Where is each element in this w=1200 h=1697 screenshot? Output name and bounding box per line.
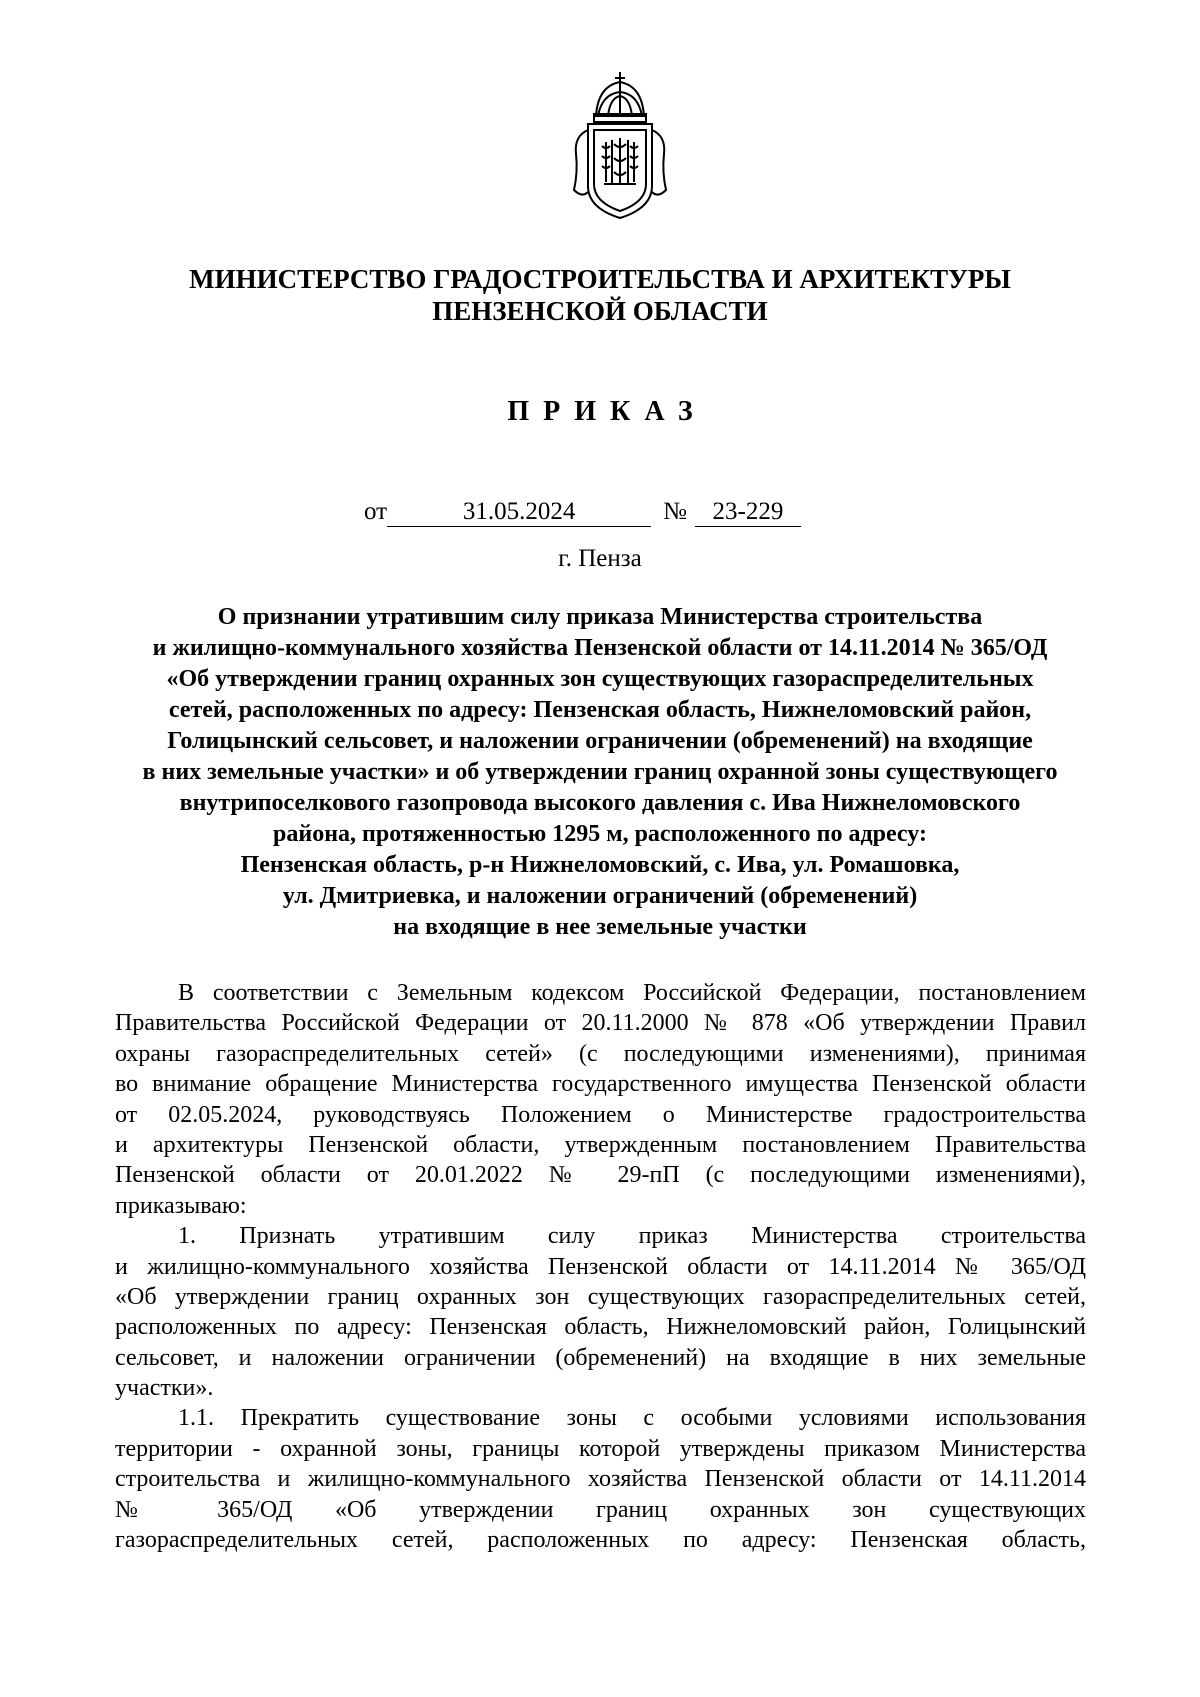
- body-line: № 365/ОД «Об утверждении границ охранных зон существующих: [115, 1496, 1086, 1523]
- heading-line: О признании утратившим силу приказа Министерства строительства: [217, 604, 983, 630]
- heading-line: «Об утверждении границ охранных зон существующих газораспределительных: [166, 666, 1034, 692]
- body-line: во внимание обращение Министерства государственного имущества Пензенской области: [115, 1071, 1086, 1098]
- body-line: В соответствии с Земельным кодексом Российской Федерации, постановлением: [178, 980, 1086, 1006]
- order-dateline: [364, 498, 801, 532]
- order-number: 23-229: [695, 498, 801, 527]
- document-type-title: ПРИКАЗ: [507, 396, 707, 427]
- heading-line: ул. Дмитриевка, и наложении ограничений (обременений): [282, 883, 918, 909]
- heading-line: района, протяженностью 1295 м, расположенного по адресу:: [273, 821, 927, 847]
- body-line: 1.1. Прекратить существование зоны с особыми условиями использования: [178, 1405, 1086, 1432]
- coat-of-arms-emblem: [568, 72, 672, 222]
- heading-line: на входящие в нее земельные участки: [393, 914, 807, 940]
- ministry-name: [100, 263, 1100, 327]
- heading-line: внутрипоселкового газопровода высокого давления с. Ива Нижнеломовского: [179, 790, 1021, 816]
- order-date: 31.05.2024: [387, 498, 651, 527]
- body-line: сельсовет, и наложении ограничении (обременений) на входящие в них земельные: [115, 1344, 1086, 1371]
- body-line: охраны газораспределительных сетей» (с последующими изменениями), принимая: [115, 1040, 1086, 1067]
- heading-line: сетей, расположенных по адресу: Пензенская область, Нижнеломовский район,: [168, 697, 1032, 723]
- body-line: газораспределительных сетей, расположенных по адресу: Пензенская область,: [115, 1527, 1086, 1554]
- order-body-text: [115, 978, 1086, 1555]
- order-heading: [110, 602, 1090, 943]
- ministry-name-line2: ПЕНЗЕНСКОЙ ОБЛАСТИ: [432, 296, 768, 326]
- body-line: от 02.05.2024, руководствуясь Положением о Министерстве градостроительства: [115, 1101, 1086, 1128]
- ministry-name-line1: МИНИСТЕРСТВО ГРАДОСТРОИТЕЛЬСТВА И АРХИТЕКТУРЫ: [189, 264, 1011, 294]
- heading-line: и жилищно-коммунального хозяйства Пензенской области от 14.11.2014 № 365/ОД: [152, 635, 1048, 661]
- number-label: №: [663, 498, 687, 525]
- body-line: 1. Признать утратившим силу приказ Министерства строительства: [178, 1223, 1086, 1250]
- body-line: и жилищно-коммунального хозяйства Пензенской области от 14.11.2014 № 365/ОД: [115, 1253, 1086, 1280]
- body-line: и архитектуры Пензенской области, утвержденным постановлением Правительства: [115, 1131, 1086, 1158]
- heading-line: в них земельные участки» и об утверждении границ охранной зоны существующего: [142, 759, 1058, 785]
- body-line: строительства и жилищно-коммунального хозяйства Пензенской области от 14.11.2014: [115, 1466, 1086, 1493]
- body-line: Пензенской области от 20.01.2022 № 29-пП (с последующими изменениями),: [115, 1162, 1086, 1189]
- body-line: приказываю:: [115, 1192, 247, 1219]
- body-line: Правительства Российской Федерации от 20.11.2000 № 878 «Об утверждении Правил: [115, 1010, 1086, 1037]
- body-line: расположенных по адресу: Пензенская область, Нижнеломовский район, Голицынский: [115, 1314, 1086, 1341]
- body-line: «Об утверждении границ охранных зон существующих газораспределительных сетей,: [115, 1283, 1086, 1310]
- heading-line: Голицынский сельсовет, и наложении ограничении (обременений) на входящие: [167, 728, 1033, 754]
- body-line: участки».: [115, 1375, 214, 1402]
- heading-line: Пензенская область, р-н Нижнеломовский, с. Ива, ул. Ромашовка,: [240, 852, 960, 878]
- from-label: от: [364, 498, 388, 525]
- body-line: территории - охранной зоны, границы которой утверждены приказом Министерства: [115, 1435, 1086, 1462]
- city-line: г. Пенза: [558, 545, 642, 572]
